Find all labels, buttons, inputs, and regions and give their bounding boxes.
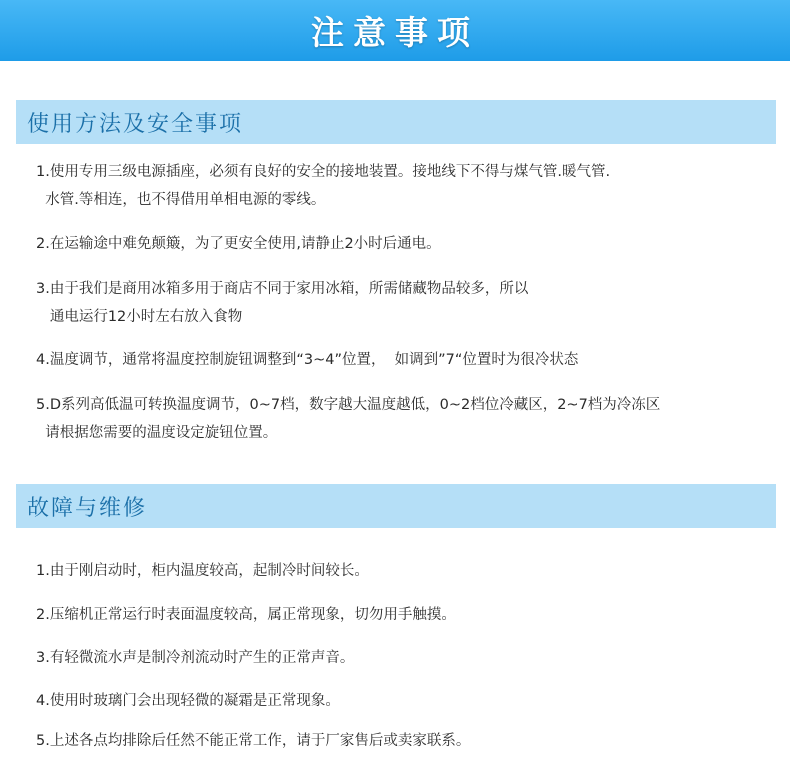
top-banner bbox=[0, 0, 790, 61]
usage-item-3-line1: 3.由于我们是商用冰箱多用于商店不同于家用冰箱，所需储藏物品较多，所以 bbox=[36, 281, 529, 297]
usage-item-5 bbox=[36, 391, 776, 447]
repair-item-5 bbox=[36, 727, 776, 755]
section-title-troubleshooting: 故障与维修 bbox=[27, 495, 148, 521]
section-title-usage-safety: 使用方法及安全事项 bbox=[27, 111, 244, 137]
usage-item-4-line1: 4.温度调节，通常将温度控制旋钮调整到“3~4”位置， 如调到”7“位置时为很冷状态 bbox=[36, 352, 579, 368]
repair-item-2-text: 2.压缩机正常运行时表面温度较高，属正常现象，切勿用手触摸。 bbox=[36, 607, 456, 623]
section-header-usage-safety bbox=[16, 100, 776, 144]
repair-item-1-text: 1.由于刚启动时，柜内温度较高，起制冷时间较长。 bbox=[36, 563, 369, 579]
usage-item-1 bbox=[36, 158, 776, 214]
usage-item-2 bbox=[36, 230, 776, 258]
repair-item-3-text: 3.有轻微流水声是制冷剂流动时产生的正常声音。 bbox=[36, 650, 355, 666]
usage-item-4 bbox=[36, 346, 776, 374]
section-header-troubleshooting bbox=[16, 484, 776, 528]
usage-item-3 bbox=[36, 275, 776, 331]
usage-item-3-line2: 通电运行12小时左右放入食物 bbox=[36, 309, 243, 325]
usage-item-5-line1: 5.D系列高低温可转换温度调节，0~7档，数字越大温度越低，0~2档位冷藏区，2~7档为冷冻区 bbox=[36, 397, 661, 413]
repair-item-5-text: 5.上述各点均排除后任然不能正常工作，请于厂家售后或卖家联系。 bbox=[36, 733, 471, 749]
usage-item-2-line1: 2.在运输途中难免颠簸，为了更安全使用,请静止2小时后通电。 bbox=[36, 236, 441, 252]
repair-item-3 bbox=[36, 644, 776, 672]
repair-item-4-text: 4.使用时玻璃门会出现轻微的凝霜是正常现象。 bbox=[36, 693, 340, 709]
repair-item-2 bbox=[36, 601, 776, 629]
banner-title: 注意事项 bbox=[311, 13, 479, 52]
repair-item-4 bbox=[36, 687, 776, 715]
usage-item-5-line2: 请根据您需要的温度设定旋钮位置。 bbox=[36, 425, 278, 441]
repair-item-1 bbox=[36, 557, 776, 585]
usage-item-1-line1: 1.使用专用三级电源插座，必须有良好的安全的接地装置。接地线下不得与煤气管.暖气管. bbox=[36, 164, 611, 180]
usage-item-1-line2: 水管.等相连，也不得借用单相电源的零线。 bbox=[36, 192, 326, 208]
